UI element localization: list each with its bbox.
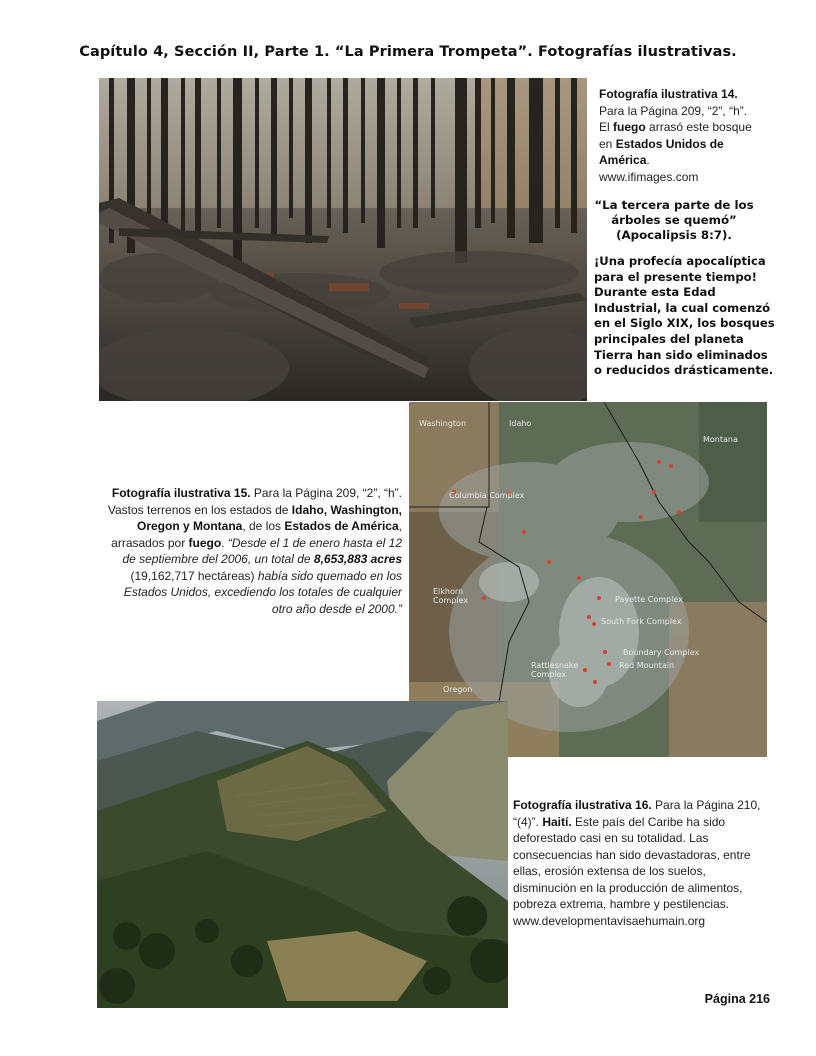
map-label-rattlesnake-2: Complex	[531, 670, 567, 679]
burned-forest-photo	[99, 78, 587, 401]
text: deforestado casi en su totalidad. Las	[513, 831, 709, 845]
text-italic: Estados Unidos, excediendo los totales de cualquier	[123, 585, 402, 599]
prophecy-line: principales del planeta	[594, 331, 744, 346]
prophecy-text	[594, 254, 794, 379]
text: en	[599, 136, 616, 151]
page-title: Capítulo 4, Sección II, Parte 1. “La Primera Trompeta”. Fotografías ilustrativas.	[79, 44, 737, 60]
haiti-hills-photo	[97, 701, 508, 1008]
text: (19,162,717 hectáreas)	[130, 568, 258, 583]
text: “(4)”.	[513, 814, 543, 829]
map-label-redmountain: Red Mountain	[619, 661, 675, 670]
text-bold: Haití.	[542, 814, 572, 829]
photo-15-label: Fotografía ilustrativa 15.	[111, 486, 251, 500]
text: , de los	[242, 519, 285, 533]
text-bold: Idaho, Washington,	[291, 502, 402, 517]
prophecy-line: Tierra han sido eliminados	[594, 347, 768, 362]
quote-line: “La tercera parte de los	[594, 198, 754, 212]
text-bold-italic: 8,653,883 acres	[313, 552, 402, 566]
text: ,	[398, 519, 402, 533]
quote-line: árboles se quemó”	[611, 213, 737, 227]
text-italic: de septiembre del 2006, un total de	[122, 552, 314, 566]
photo-14-caption	[599, 86, 799, 185]
text: pobreza extrema, hambre y pestilencias.	[513, 897, 730, 911]
photo-14-source: www.ifimages.com	[599, 169, 699, 184]
text-italic: había sido quemado en los	[257, 568, 402, 583]
photo-16-source: www.developmentavisaehumain.org	[513, 913, 706, 928]
text: .	[646, 153, 650, 167]
photo-15-caption	[100, 485, 402, 617]
map-label-columbia: Columbia Complex	[449, 491, 525, 500]
text: arrasados por	[111, 535, 189, 550]
prophecy-line: ¡Una profecía apocalíptica	[594, 254, 766, 268]
bible-quote	[594, 198, 754, 243]
map-label-elkhorn-2: Complex	[433, 596, 469, 605]
map-label-montana: Montana	[703, 435, 738, 444]
text-bold: Estados de América	[284, 519, 399, 533]
text-bold: Estados Unidos de	[615, 136, 724, 151]
text: Para la Página 210,	[651, 798, 761, 812]
text: Este país del Caribe ha sido	[571, 814, 726, 829]
photo-14-ref: Para la Página 209, “2”, “h”.	[599, 103, 748, 118]
text: El	[599, 120, 614, 134]
map-label-washington: Washington	[419, 419, 467, 428]
photo-14-label: Fotografía ilustrativa 14.	[599, 87, 738, 101]
map-label-rattlesnake: Rattlesnake	[531, 661, 579, 670]
text-italic: “Desde el 1 de enero hasta el 12	[227, 535, 402, 550]
map-label-elkhorn: Elkhorn	[433, 587, 464, 596]
map-label-boundary: Boundary Complex	[623, 648, 700, 657]
prophecy-line: Durante esta Edad	[594, 285, 716, 300]
prophecy-line: en el Siglo XIX, los bosques	[594, 316, 775, 331]
text-italic: otro año desde el 2000.”	[271, 601, 402, 616]
prophecy-line: para el presente tiempo!	[594, 269, 757, 284]
map-label-southfork: South Fork Complex	[601, 617, 682, 626]
quote-line: (Apocalipsis 8:7).	[616, 228, 732, 242]
text: .	[221, 535, 228, 550]
text: disminución en la producción de alimentos,	[513, 880, 743, 895]
text-bold: fuego	[613, 120, 646, 134]
text: consecuencias han sido devastadoras, entre	[513, 847, 751, 862]
text-bold: fuego	[188, 535, 222, 550]
prophecy-line: Industrial, la cual comenzó	[594, 300, 771, 315]
prophecy-line: o reducidos drásticamente.	[594, 363, 774, 378]
map-label-oregon: Oregon	[443, 685, 473, 694]
photo-16-label: Fotografía ilustrativa 16.	[513, 798, 652, 812]
page-number: Página 216	[704, 992, 770, 1006]
map-label-payette: Payette Complex	[615, 595, 683, 604]
text: Vastos terrenos en los estados de	[107, 502, 292, 517]
map-label-idaho: Idaho	[509, 419, 532, 428]
text: Para la Página 209, “2”, “h”.	[250, 486, 402, 500]
text: arrasó este bosque	[645, 120, 752, 134]
text-bold: Oregon y Montana	[137, 519, 243, 533]
text: ellas, erosión extensa de los suelos,	[513, 864, 706, 878]
text-bold: América	[599, 153, 647, 167]
photo-16-caption	[513, 797, 783, 929]
